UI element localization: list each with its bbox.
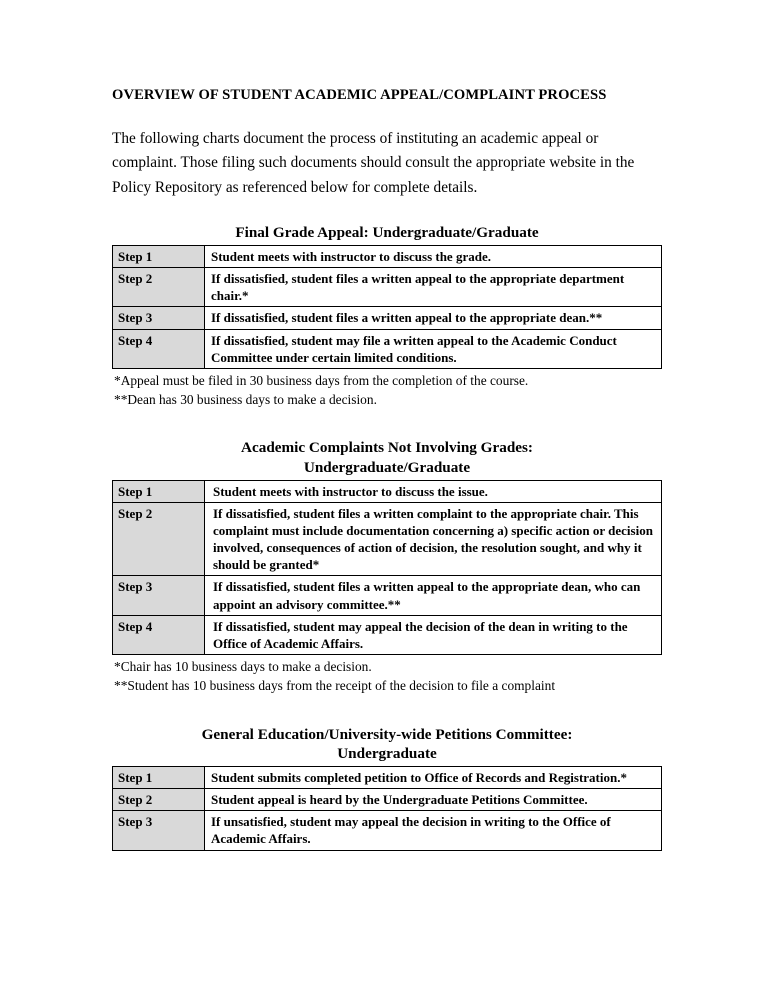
- step-description: Student appeal is heard by the Undergraduate Petitions Committee.: [205, 789, 662, 811]
- step-label: Step 2: [113, 502, 205, 576]
- section-heading-line-2: Undergraduate/Graduate: [303, 458, 471, 476]
- footnote: *Appeal must be filed in 30 business days from the completion of the course.: [114, 372, 529, 388]
- footnotes-final-grade-appeal: [112, 369, 662, 410]
- step-label: Step 4: [113, 615, 205, 654]
- table-final-grade-appeal: [112, 245, 662, 369]
- step-label: Step 2: [113, 789, 205, 811]
- section-heading-line-1: General Education/University-wide Petitions Committee:: [201, 725, 573, 743]
- table-row: [113, 811, 662, 850]
- page-title: OVERVIEW OF STUDENT ACADEMIC APPEAL/COMPLAINT PROCESS: [112, 87, 607, 103]
- step-label: Step 4: [113, 329, 205, 368]
- step-description: If dissatisfied, student files a written appeal to the appropriate dean.**: [205, 307, 662, 329]
- step-label: Step 2: [113, 268, 205, 307]
- table-petitions-committee: [112, 766, 662, 851]
- step-label: Step 1: [113, 245, 205, 267]
- section-heading-line-2: Undergraduate: [337, 744, 437, 762]
- table-row: [113, 789, 662, 811]
- step-description: If dissatisfied, student may appeal the decision of the dean in writing to the Office of Academic Affairs.: [205, 615, 662, 654]
- step-description: Student submits completed petition to Office of Records and Registration.*: [205, 766, 662, 788]
- step-label: Step 1: [113, 766, 205, 788]
- table-row: [113, 245, 662, 267]
- step-label: Step 3: [113, 811, 205, 850]
- step-description: If dissatisfied, student files a written appeal to the appropriate dean, who can appoint an advisory committee.**: [205, 576, 662, 615]
- section-heading-petitions-committee: [112, 696, 662, 763]
- footnote: *Chair has 10 business days to make a decision.: [114, 659, 372, 675]
- table-row: [113, 576, 662, 615]
- step-description: Student meets with instructor to discuss the grade.: [205, 245, 662, 267]
- step-label: Step 3: [113, 307, 205, 329]
- table-row: [113, 307, 662, 329]
- table-row: [113, 329, 662, 368]
- footnote: **Dean has 30 business days to make a decision.: [114, 391, 377, 407]
- table-row: [113, 268, 662, 307]
- footnotes-academic-complaints: [112, 655, 662, 696]
- document-page: [112, 0, 662, 851]
- intro-paragraph: The following charts document the process of instituting an academic appeal or complaint. Those filing such documents should consult the appropriate website in the Policy Repository as referenced below for complete details.: [112, 129, 635, 197]
- step-description: If dissatisfied, student files a written appeal to the appropriate department chair.*: [205, 268, 662, 307]
- section-heading-line-1: Academic Complaints Not Involving Grades:: [241, 439, 533, 457]
- table-row: [113, 766, 662, 788]
- table-row: [113, 502, 662, 576]
- step-description: If unsatisfied, student may appeal the decision in writing to the Office of Academic Affairs.: [205, 811, 662, 850]
- section-heading-final-grade-appeal: Final Grade Appeal: Undergraduate/Graduate: [235, 223, 539, 241]
- step-description: If dissatisfied, student files a written complaint to the appropriate chair. This complaint must include documentation concerning a) specific action or decision involved, consequences of action of decision, the resolution sought, and why it should be granted*: [205, 502, 662, 576]
- step-label: Step 1: [113, 480, 205, 502]
- table-row: [113, 615, 662, 654]
- table-row: [113, 480, 662, 502]
- footnote: **Student has 10 business days from the receipt of the decision to file a complaint: [114, 677, 556, 693]
- step-description: Student meets with instructor to discuss the issue.: [205, 480, 662, 502]
- table-academic-complaints: [112, 480, 662, 655]
- step-label: Step 3: [113, 576, 205, 615]
- section-heading-academic-complaints: [112, 409, 662, 476]
- step-description: If dissatisfied, student may file a written appeal to the Academic Conduct Committee under certain limited conditions.: [205, 329, 662, 368]
